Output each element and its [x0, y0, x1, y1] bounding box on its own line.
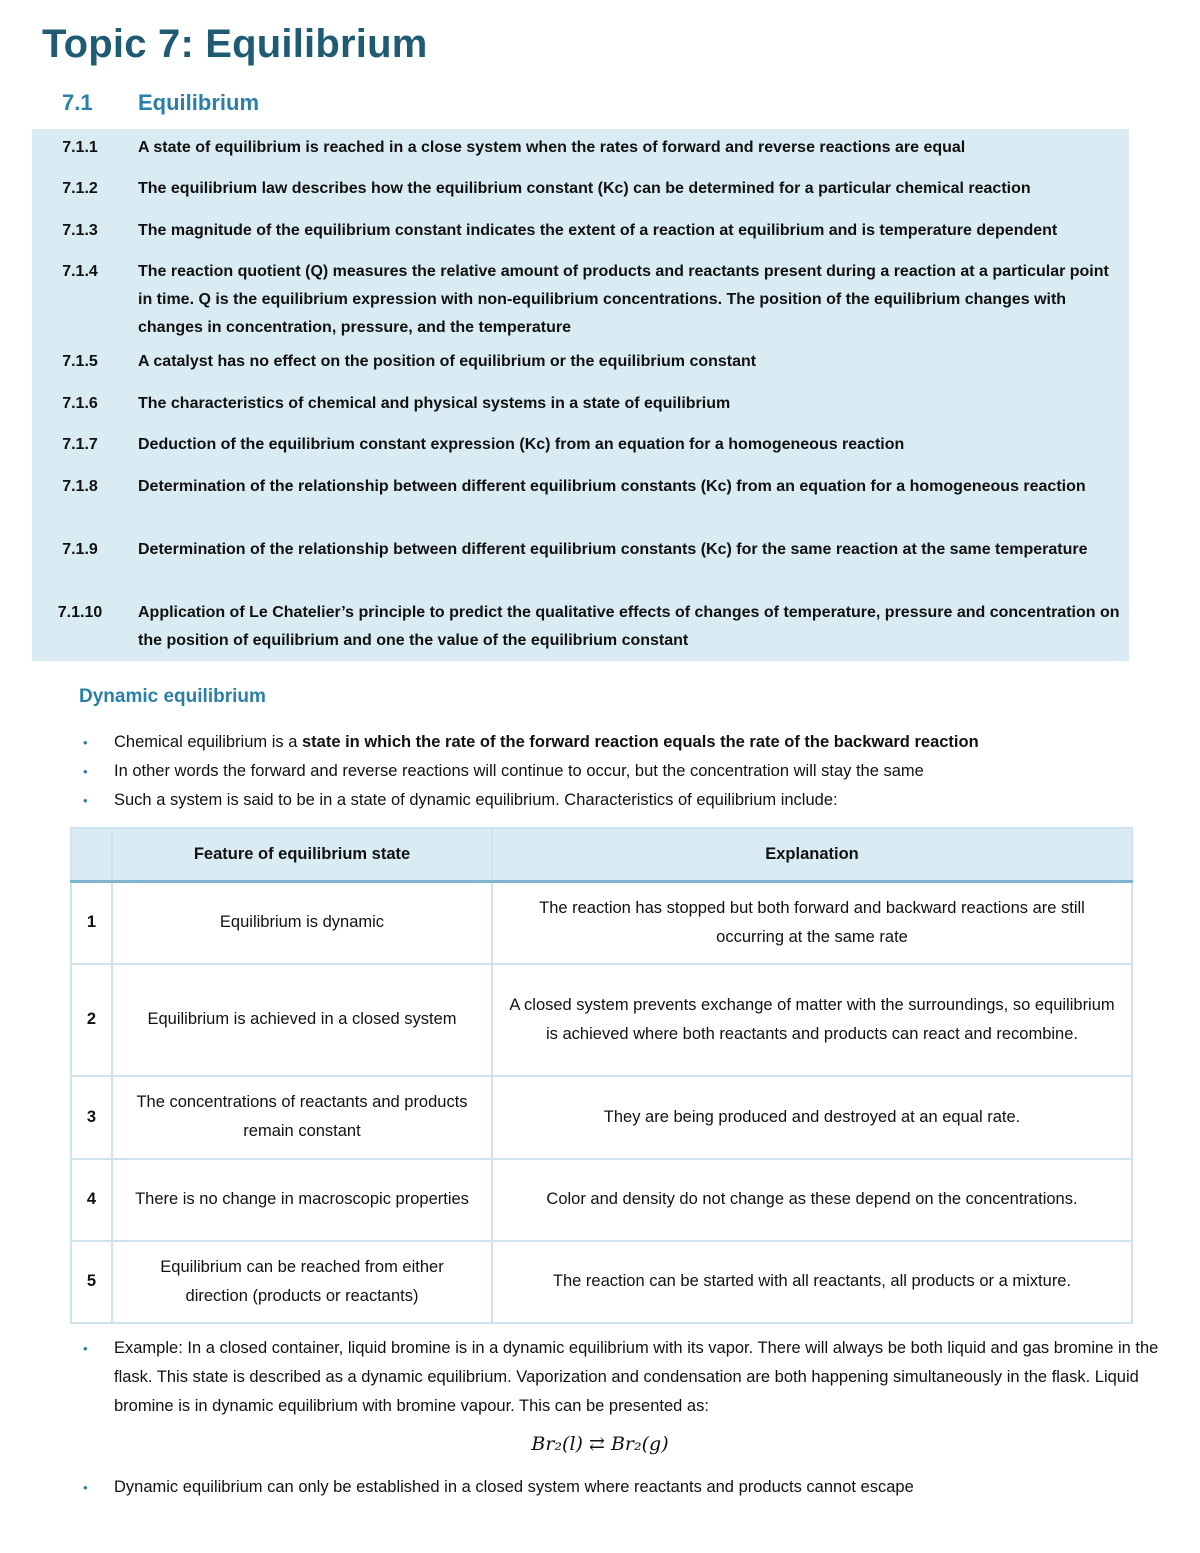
objective-number: 7.1.8 [62, 478, 98, 495]
bullet-item [83, 786, 1164, 815]
row-explanation: A closed system prevents exchange of matter with the surroundings, so equilibrium is achieved where both reactants and products can react and recombine. [492, 964, 1132, 1076]
example-text: Example: In a closed container, liquid bromine is in a dynamic equilibrium with its vapor. There will always be both liquid and gas bromine in the flask. This state is described as a dynamic equilibrium. Vaporization and condensation are both happening simultaneously in the flask. Liquid bromine is in dynamic equilibrium with bromine vapour. This can be presented as: [114, 1339, 1159, 1415]
row-feature: Equilibrium is dynamic [112, 882, 492, 964]
header-cell-number [71, 828, 112, 882]
row-explanation: Color and density do not change as these depend on the concentrations. [492, 1159, 1132, 1241]
objective-text: The reaction quotient (Q) measures the relative amount of products and reactants present during a reaction at a particular point in time. Q is the equilibrium expression with non-equilibrium concentrations. The position of the equilibrium changes with changes in concentration, pressure, and the temperature [138, 263, 1109, 336]
table-row [71, 1241, 1132, 1323]
bullet-item [83, 1334, 1164, 1421]
bullet-text: Chemical equilibrium is a [114, 733, 302, 751]
bullet-icon: • [83, 1480, 88, 1495]
objective-text: Deduction of the equilibrium constant expression (Kc) from an equation for a homogeneous reaction [138, 436, 905, 453]
objective-number: 7.1.9 [62, 541, 98, 558]
bullet-text: In other words the forward and reverse reactions will continue to occur, but the concentration will stay the same [114, 762, 924, 780]
objective-text: The characteristics of chemical and physical systems in a state of equilibrium [138, 395, 731, 412]
table-row [71, 1159, 1132, 1241]
section-heading [62, 90, 259, 116]
row-explanation: The reaction has stopped but both forward and backward reactions are still occurring at the same rate [492, 882, 1132, 964]
row-feature: Equilibrium is achieved in a closed system [112, 964, 492, 1076]
objective-text: Determination of the relationship between different equilibrium constants (Kc) from an equation for a homogeneous reaction [138, 478, 1086, 495]
row-explanation: The reaction can be started with all reactants, all products or a mixture. [492, 1241, 1132, 1323]
row-number: 2 [71, 964, 112, 1076]
row-explanation: They are being produced and destroyed at an equal rate. [492, 1076, 1132, 1159]
objective-text: A state of equilibrium is reached in a close system when the rates of forward and reverse reactions are equal [138, 139, 966, 156]
row-number: 1 [71, 882, 112, 964]
bullet-text: Such a system is said to be in a state of dynamic equilibrium. Characteristics of equilibrium include: [114, 791, 838, 809]
bullet-item [83, 1473, 1164, 1502]
bullet-bold-text: state in which the rate of the forward reaction equals the rate of the backward reaction [302, 733, 979, 751]
objective-number: 7.1.4 [62, 263, 98, 280]
bullet-item [83, 757, 1164, 786]
table-row [71, 882, 1132, 964]
section-number: 7.1 [62, 90, 93, 115]
bullet-icon: • [83, 735, 88, 750]
objective-number: 7.1.7 [62, 436, 98, 453]
row-number: 4 [71, 1159, 112, 1241]
dynamic-equilibrium-heading: Dynamic equilibrium [79, 686, 266, 707]
bullet-icon: • [83, 1341, 88, 1356]
objective-text: Determination of the relationship between different equilibrium constants (Kc) for the same reaction at the same temperature [138, 541, 1088, 558]
equilibrium-characteristics-table [70, 827, 1133, 1324]
table-row [71, 1076, 1132, 1159]
table-row [71, 964, 1132, 1076]
section-title: Equilibrium [138, 90, 259, 115]
objective-text: A catalyst has no effect on the position of equilibrium or the equilibrium constant [138, 353, 757, 370]
header-cell-feature: Feature of equilibrium state [112, 828, 492, 882]
objectives-panel [32, 129, 1129, 661]
objective-number: 7.1.2 [62, 180, 98, 197]
objective-number: 7.1.5 [62, 353, 98, 370]
bullet-text: Dynamic equilibrium can only be established in a closed system where reactants and products cannot escape [114, 1478, 914, 1496]
row-feature: Equilibrium can be reached from either direction (products or reactants) [112, 1241, 492, 1323]
bullet-icon: • [83, 793, 88, 808]
bullet-item [83, 728, 1164, 757]
header-cell-explanation: Explanation [492, 828, 1132, 882]
row-number: 5 [71, 1241, 112, 1323]
objective-number: 7.1.10 [57, 604, 103, 621]
objective-number: 7.1.3 [62, 222, 98, 239]
objective-text: The equilibrium law describes how the equilibrium constant (Kc) can be determined for a particular chemical reaction [138, 180, 1031, 197]
row-number: 3 [71, 1076, 112, 1159]
table-header-row [71, 828, 1132, 882]
bullet-icon: • [83, 764, 88, 779]
objective-text: The magnitude of the equilibrium constant indicates the extent of a reaction at equilibrium and is temperature dependent [138, 222, 1058, 239]
bromine-equilibrium-equation: Br₂(l) ⇄ Br₂(g) [531, 1433, 669, 1455]
row-feature: The concentrations of reactants and products remain constant [112, 1076, 492, 1159]
objective-number: 7.1.6 [62, 395, 98, 412]
objective-number: 7.1.1 [62, 139, 98, 156]
objective-text: Application of Le Chatelier’s principle to predict the qualitative effects of changes of temperature, pressure and concentration on the position of equilibrium and one the value of the equilibrium constant [138, 604, 1120, 649]
page-title: Topic 7: Equilibrium [42, 22, 428, 66]
row-feature: There is no change in macroscopic properties [112, 1159, 492, 1241]
